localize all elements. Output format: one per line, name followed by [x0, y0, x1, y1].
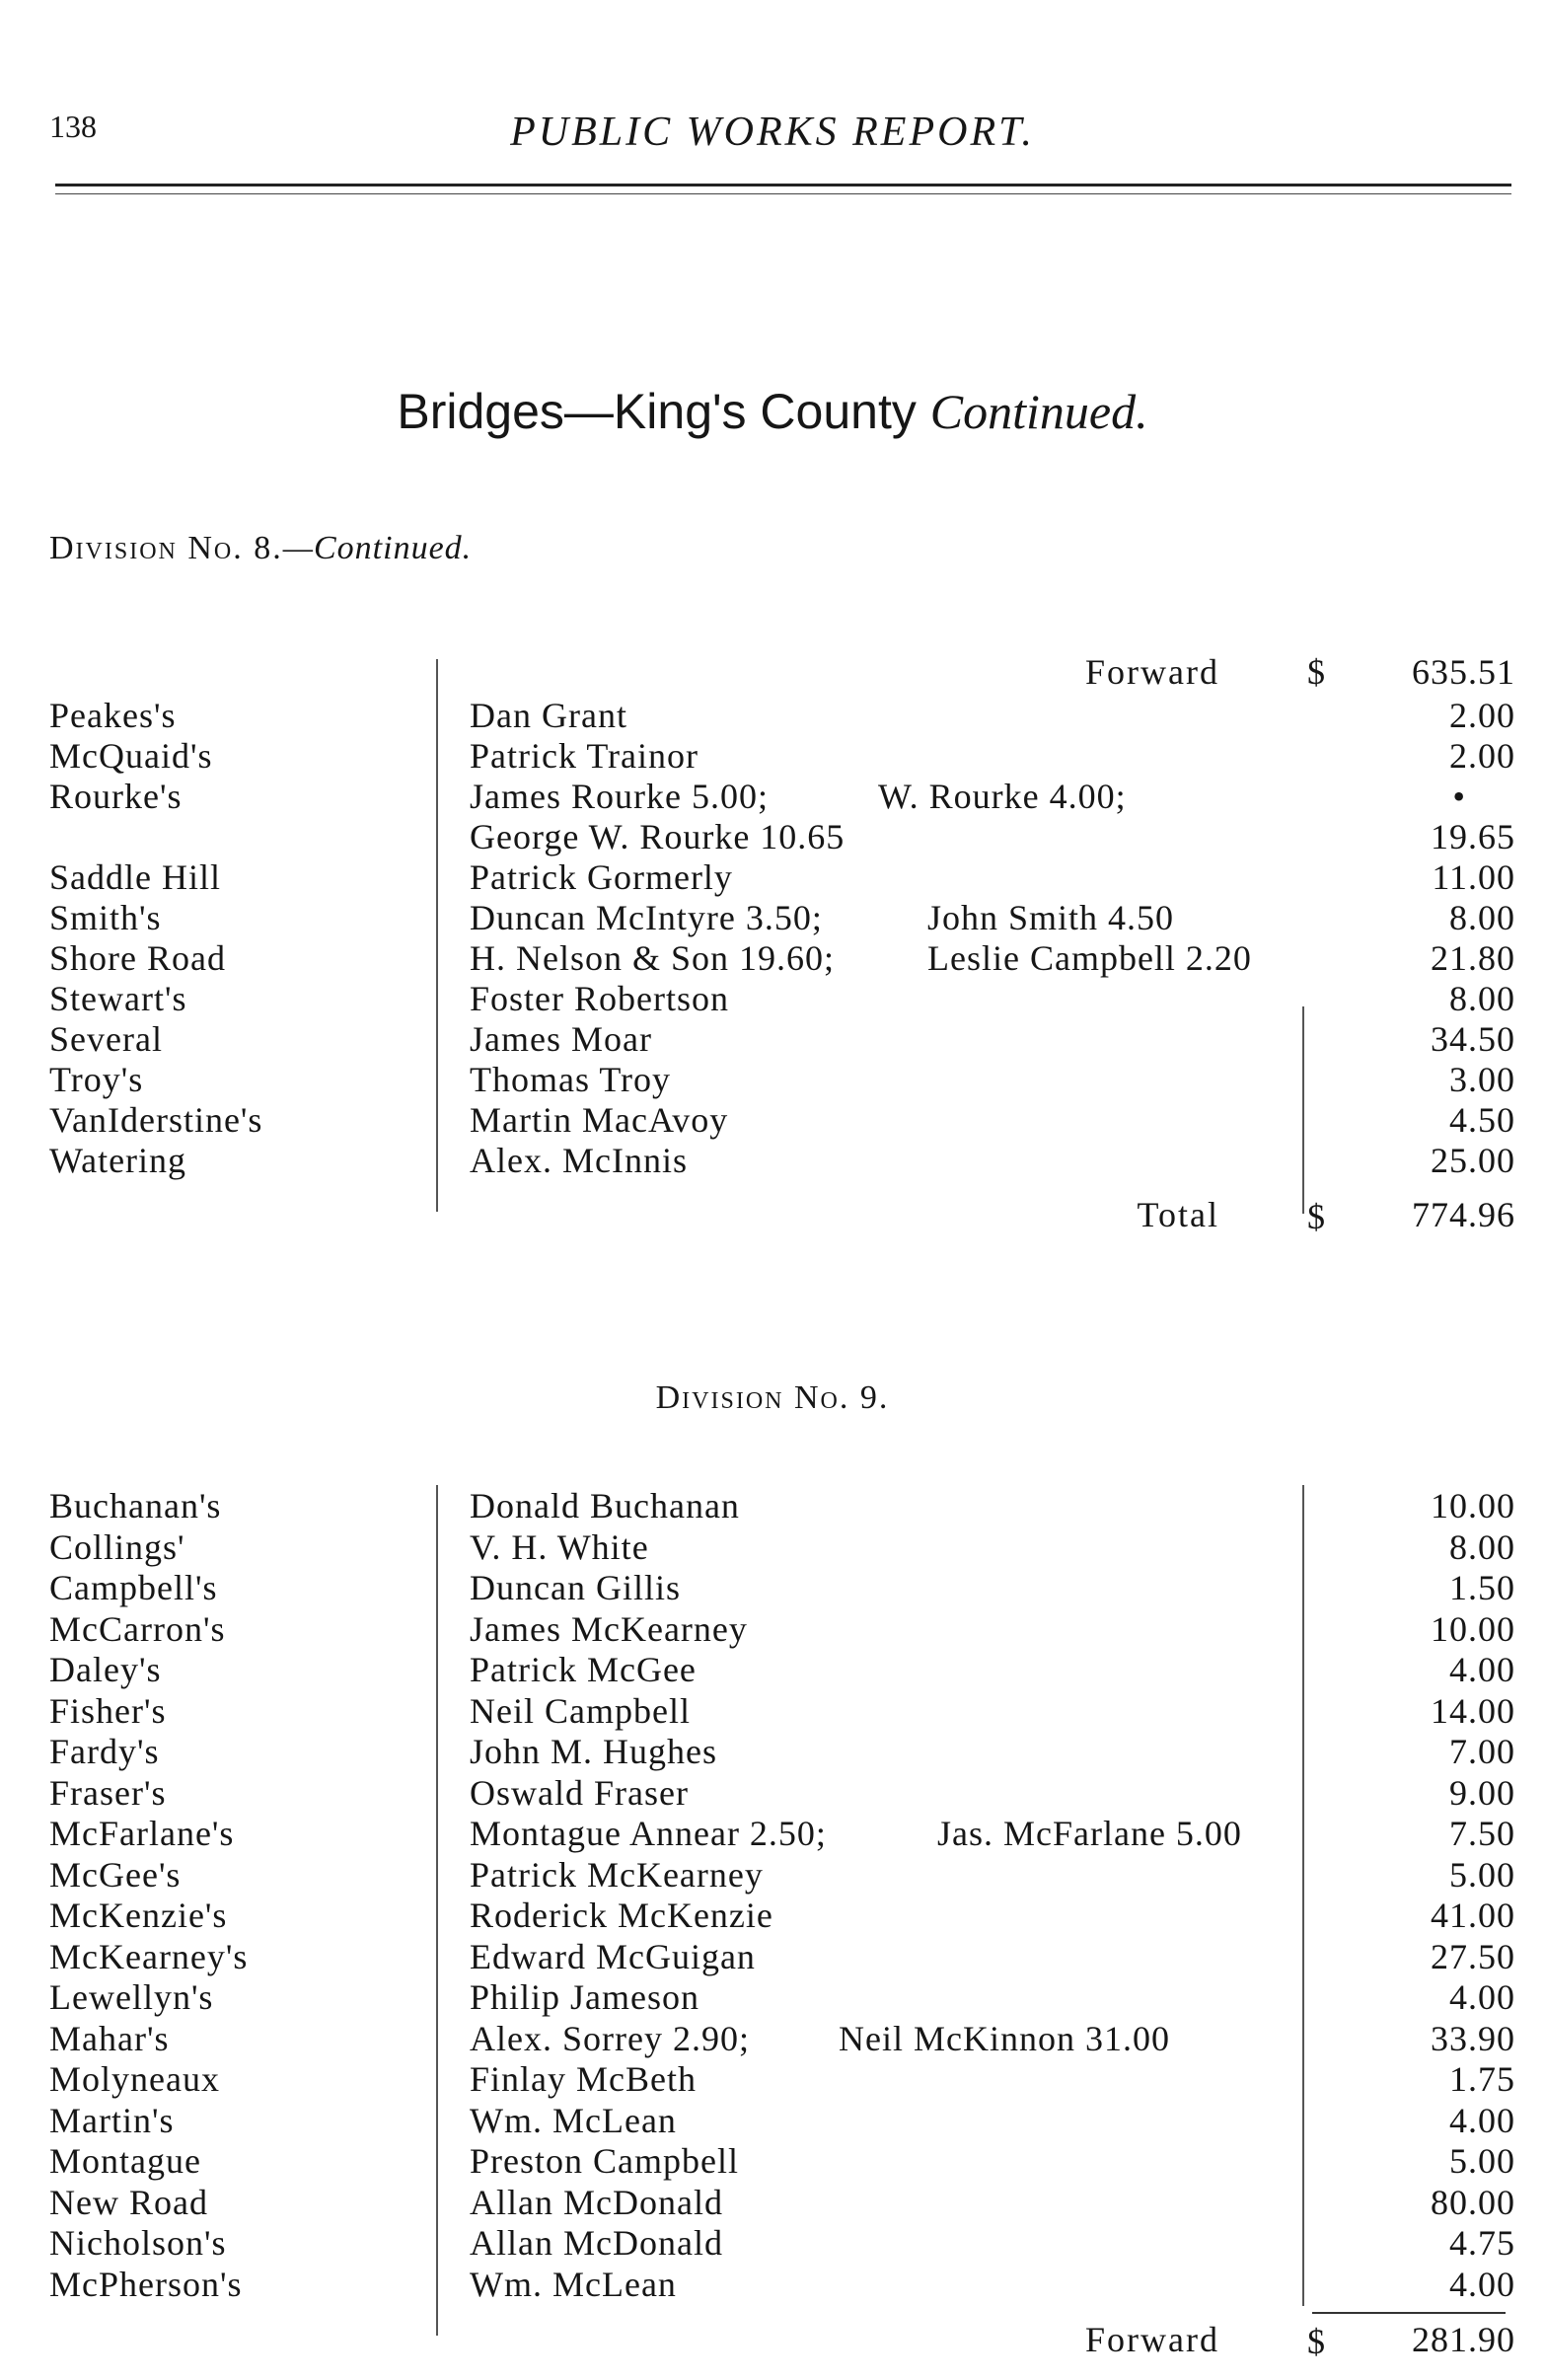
amount: 7.50 — [1449, 1814, 1515, 1853]
table-row — [0, 735, 1545, 776]
division-8-title: Division No. 8. — [49, 530, 283, 566]
payee: Neil Campbell — [470, 1690, 691, 1731]
payee: Foster Robertson — [470, 979, 729, 1018]
header-rule-thin — [55, 193, 1511, 194]
bridge-name: Fardy's — [49, 1732, 160, 1771]
table-row — [0, 1813, 1545, 1853]
amount: 4.50 — [1449, 1100, 1515, 1140]
table-row — [0, 816, 1545, 856]
payee: Wm. McLean — [470, 2100, 677, 2140]
table-row — [0, 1608, 1545, 1649]
div8-forward-amount: 635.51 — [1412, 652, 1515, 692]
bridge-name: Buchanan's — [49, 1486, 222, 1525]
table-row — [0, 856, 1545, 897]
amount: 19.65 — [1431, 817, 1515, 856]
payee-secondary: Jas. McFarlane 5.00 — [937, 1814, 1242, 1853]
amount: 10.00 — [1431, 1608, 1515, 1649]
table-row — [0, 2182, 1545, 2222]
table-row — [0, 1895, 1545, 1935]
payee: James Rourke 5.00; — [470, 777, 769, 816]
amount: 8.00 — [1449, 979, 1515, 1018]
payee: Oswald Fraser — [470, 1772, 689, 1813]
section-title-main: Bridges—King's County — [397, 384, 917, 439]
payee: James Moar — [470, 1019, 652, 1059]
payee: Wm. McLean — [470, 2264, 677, 2304]
div8-total-currency: $ — [1307, 1197, 1325, 1236]
div8-forward-currency: $ — [1307, 652, 1325, 692]
bridge-name: Shore Road — [49, 938, 226, 978]
payee: Finlay McBeth — [470, 2059, 697, 2099]
bridge-name: McPherson's — [49, 2264, 243, 2304]
table-row — [0, 937, 1545, 978]
table-row — [0, 1059, 1545, 1099]
amount: 4.00 — [1449, 2264, 1515, 2304]
amount: 34.50 — [1431, 1019, 1515, 1059]
bridge-name: McKearney's — [49, 1936, 249, 1976]
payee: Allan McDonald — [470, 2182, 723, 2222]
payee: Patrick McKearney — [470, 1854, 764, 1895]
amount: • — [1452, 777, 1466, 816]
bridge-name: Montague — [49, 2141, 201, 2181]
table-row — [0, 2222, 1545, 2263]
bridge-name: Rourke's — [49, 777, 183, 816]
payee: Dan Grant — [470, 696, 627, 735]
amount: 1.50 — [1449, 1568, 1515, 1607]
bridge-name: Watering — [49, 1141, 187, 1180]
table-row — [0, 1567, 1545, 1607]
bridge-name: McGee's — [49, 1854, 182, 1895]
amount: 27.50 — [1431, 1936, 1515, 1976]
payee-secondary: W. Rourke 4.00; — [878, 777, 1127, 816]
div9-forward-label: Forward — [1085, 2320, 1219, 2359]
bridge-name: Mahar's — [49, 2018, 170, 2058]
table-row — [0, 1690, 1545, 1731]
running-title: PUBLIC WORKS REPORT. — [510, 110, 1035, 155]
table-row — [0, 1854, 1545, 1895]
table-row — [0, 1649, 1545, 1689]
table-row — [0, 1936, 1545, 1976]
amount: 14.00 — [1431, 1690, 1515, 1731]
payee: Roderick McKenzie — [470, 1896, 773, 1935]
payee: Preston Campbell — [470, 2141, 739, 2181]
payee: James McKearney — [470, 1608, 748, 1649]
bridge-name: Campbell's — [49, 1568, 218, 1607]
section-title — [0, 383, 1545, 440]
div9-forward-rule — [1312, 2312, 1506, 2314]
bridge-name: Fisher's — [49, 1690, 167, 1731]
div9-forward-amount: 281.90 — [1412, 2320, 1515, 2359]
amount: 8.00 — [1449, 1526, 1515, 1567]
table-row — [0, 1018, 1545, 1059]
division-8-continued: —Continued. — [282, 530, 473, 566]
div8-total-label: Total — [1137, 1195, 1219, 1234]
payee: John M. Hughes — [470, 1732, 718, 1771]
amount: 7.00 — [1449, 1732, 1515, 1771]
payee: Patrick Gormerly — [470, 857, 733, 897]
amount: 80.00 — [1431, 2182, 1515, 2222]
payee: V. H. White — [470, 1526, 649, 1567]
bridge-name: Nicholson's — [49, 2223, 227, 2263]
amount: 4.75 — [1449, 2223, 1515, 2263]
table-row — [0, 1731, 1545, 1771]
payee: Allan McDonald — [470, 2223, 723, 2263]
bridge-name: New Road — [49, 2182, 208, 2222]
amount: 41.00 — [1431, 1896, 1515, 1935]
bridge-name: Collings' — [49, 1526, 185, 1567]
amount: 4.00 — [1449, 1977, 1515, 2017]
amount: 10.00 — [1431, 1486, 1515, 1525]
amount: 2.00 — [1449, 736, 1515, 776]
div9-forward-currency: $ — [1307, 2322, 1325, 2361]
bridge-name: McQuaid's — [49, 736, 213, 776]
payee: Martin MacAvoy — [470, 1100, 729, 1140]
payee: Alex. McInnis — [470, 1141, 688, 1180]
payee: Thomas Troy — [470, 1060, 672, 1099]
table-row — [0, 2018, 1545, 2058]
table-row — [0, 897, 1545, 937]
table-row — [0, 2100, 1545, 2140]
div8-forward-label: Forward — [1085, 652, 1219, 692]
payee: Philip Jameson — [470, 1977, 700, 2017]
bridge-name: Smith's — [49, 898, 162, 937]
table-row — [0, 1099, 1545, 1140]
payee-secondary: Neil McKinnon 31.00 — [839, 2018, 1170, 2058]
bridge-name: Peakes's — [49, 696, 177, 735]
amount: 33.90 — [1431, 2018, 1515, 2058]
bridge-name: Several — [49, 1019, 163, 1059]
amount: 1.75 — [1449, 2059, 1515, 2099]
header-rule — [55, 184, 1511, 186]
bridge-name: Lewellyn's — [49, 1977, 214, 2017]
table-row — [0, 1485, 1545, 1525]
division-8-heading — [49, 530, 472, 567]
bridge-name: Molyneaux — [49, 2059, 220, 2099]
payee: Alex. Sorrey 2.90; — [470, 2018, 750, 2058]
payee: Patrick McGee — [470, 1650, 697, 1689]
table-row — [0, 1772, 1545, 1813]
amount: 2.00 — [1449, 696, 1515, 735]
payee: George W. Rourke 10.65 — [470, 817, 846, 856]
bridge-name: Martin's — [49, 2100, 175, 2140]
amount: 5.00 — [1449, 2141, 1515, 2181]
payee: Duncan McIntyre 3.50; — [470, 898, 823, 937]
div8-total-amount: 774.96 — [1412, 1195, 1515, 1234]
bridge-name: McCarron's — [49, 1608, 226, 1649]
table-row — [0, 2264, 1545, 2304]
amount: 11.00 — [1432, 857, 1515, 897]
division-9-heading: Division No. 9. — [655, 1379, 890, 1416]
payee: H. Nelson & Son 19.60; — [470, 938, 836, 978]
bridge-name: Stewart's — [49, 979, 187, 1018]
payee: Montague Annear 2.50; — [470, 1814, 827, 1853]
table-row — [0, 1976, 1545, 2017]
payee-secondary: Leslie Campbell 2.20 — [927, 938, 1252, 978]
table-row — [0, 2140, 1545, 2181]
section-title-continued: Continued. — [929, 384, 1148, 439]
page-number: 138 — [49, 109, 97, 144]
bridge-name: Troy's — [49, 1060, 144, 1099]
bridge-name: Fraser's — [49, 1772, 167, 1813]
table-row — [0, 1140, 1545, 1180]
table-row — [0, 695, 1545, 735]
payee: Donald Buchanan — [470, 1486, 740, 1525]
payee: Patrick Trainor — [470, 736, 699, 776]
amount: 9.00 — [1449, 1772, 1515, 1813]
table-row — [0, 978, 1545, 1018]
amount: 4.00 — [1449, 1650, 1515, 1689]
amount: 5.00 — [1449, 1854, 1515, 1895]
bridge-name: Daley's — [49, 1650, 162, 1689]
payee: Edward McGuigan — [470, 1936, 756, 1976]
payee: Duncan Gillis — [470, 1568, 681, 1607]
amount: 25.00 — [1431, 1141, 1515, 1180]
table-row — [0, 776, 1545, 816]
table-row — [0, 2058, 1545, 2099]
bridge-name: McFarlane's — [49, 1814, 235, 1853]
table-row — [0, 1526, 1545, 1567]
amount: 21.80 — [1431, 938, 1515, 978]
amount: 3.00 — [1449, 1060, 1515, 1099]
bridge-name: Saddle Hill — [49, 857, 221, 897]
amount: 8.00 — [1449, 898, 1515, 937]
bridge-name: VanIderstine's — [49, 1100, 263, 1140]
amount: 4.00 — [1449, 2100, 1515, 2140]
payee-secondary: John Smith 4.50 — [927, 898, 1175, 937]
bridge-name: McKenzie's — [49, 1896, 228, 1935]
